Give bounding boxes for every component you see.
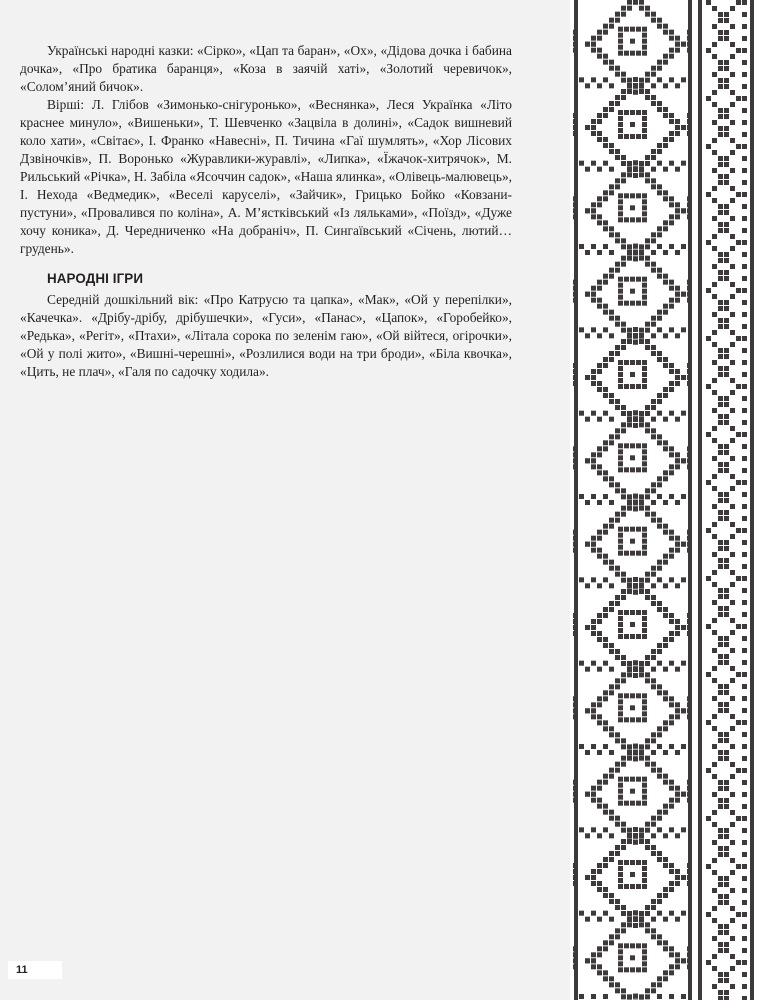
embroidery-border (570, 0, 758, 1000)
paragraph-folk-tales: Українські народні казки: «Сірко», «Цап та баран», «Ох», «Дідова дочка і бабина дочка», «Про братика баранця», «Коза в заячій хаті», «Золотий черевичок», «Солом’яний бичок». (20, 43, 512, 94)
page-number: 11 (16, 964, 28, 976)
stitch-group (573, 0, 754, 1000)
embroidery-pattern-icon (570, 0, 758, 1000)
main-text (20, 42, 512, 381)
section-heading-folk-games: НАРОДНІ ІГРИ (47, 271, 144, 286)
paragraph-folk-games: Середній дошкільний вік: «Про Катрусю та цапка», «Мак», «Ой у перепілки», «Качечка». «Дрібу-дрібу, дрібушечки», «Гуси», «Панас», «Цапок», «Горобейко», «Редька», «Регіт», «Птахи», «Літала сорока по зеленім гаю», «Ой війтеся, огірочки», «Ой у полі жито», «Вишні-черешні», «Розлилися води на три броди», «Біла квочка», «Цить, не плач», «Галя по садочку ходила». (20, 292, 512, 379)
paragraph-poems: Вірші: Л. Глібов «Зимонько-снігуронько», «Веснянка», Леся Українка «Літо краснее минуло», «Вишеньки», Т. Шевченко «Зацвіла в долині», «Садок вишневий коло хати», «Світає», І. Франко «Навесні», П. Тичина «Гаї шумлять», «Хор Лісових Дзвіночків», П. Воронько «Журавлики-журавлі», «Липка», «Їжачок-хитрячок», М. Рильський «Річка», Н. Забіла «Ясоччин садок», «Наша ялинка», «Олівець-малювець», І. Нехода «Ведмедик», «Веселі каруселі», «Зайчик», Грицько Бойко «Ковзани-пустуни», «Провалився по коліна», А. М’ястківський «Із ляльками», «Поїзд», «Дуже хочу коника», Д. Чередниченко «На добраніч», П. Сингаївський «Січень, лютий… грудень». (20, 97, 512, 256)
